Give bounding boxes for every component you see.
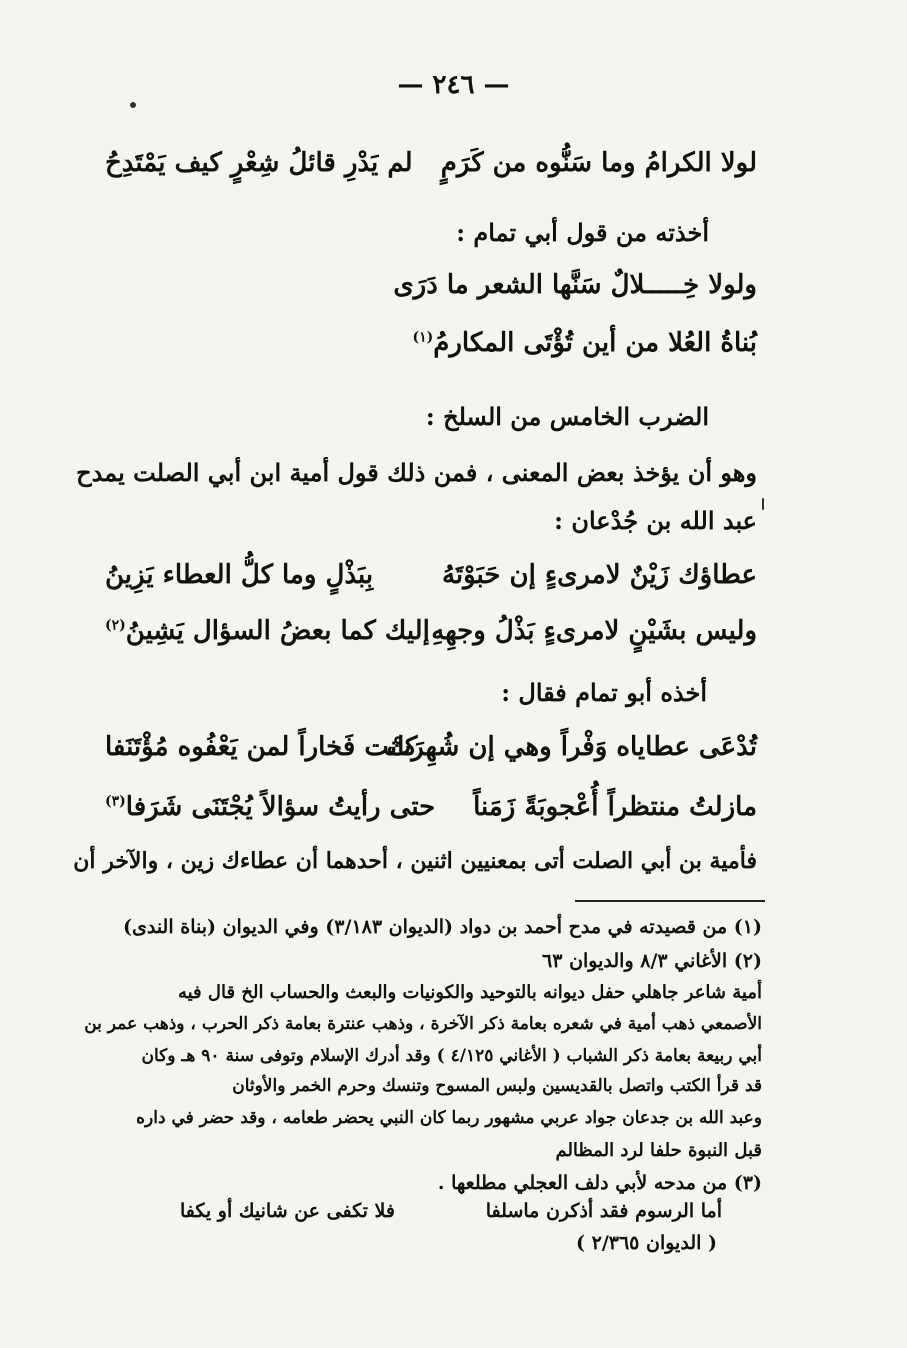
- footnote-2-line-e: وعبد الله بن جدعان جواد عربي مشهور ربما كان النبي يحضر طعامه ، وقد حضر في داره: [136, 1108, 762, 1128]
- intro-abu-tamam-2: أخذه أبو تمام فقال :: [501, 678, 707, 707]
- footnote-marker-2: (٢): [105, 617, 126, 634]
- footnote-1: (١) من قصيدته في مدح أحمد بن دواد (الديوان ٣/١٨٣) وفي الديوان (بناة الندى): [122, 916, 762, 938]
- ink-speck: [130, 102, 136, 108]
- verse-5-second-hemistich: كانت فَخاراً لمن يَعْفُوه مُؤْتَنَفا: [105, 732, 418, 762]
- verse-6-second-text: حتى رأيتُ سؤالاً يُجْتَنَى شَرَفا: [125, 792, 436, 822]
- verse-4-second-hemistich: [105, 616, 430, 646]
- prose-paragraph-1: وهو أن يؤخذ بعض المعنى ، فمن ذلك قول أمية ابن أبي الصلت يمدح: [76, 458, 757, 487]
- verse-4-first-hemistich: وليس بشَيْنٍ لامرىءٍ بَذْلُ وجهِهِ: [431, 616, 757, 646]
- footnote-2-line-f: قبل النبوة حلفا لرد المظالم: [555, 1140, 762, 1161]
- footnote-2-line-a: أمية شاعر جاهلي حفل ديوانه بالتوحيد والكونيات والبعث والحساب الخ قال فيه: [177, 982, 762, 1003]
- footnote-separator: [575, 900, 765, 902]
- footnote-marker-3: (٣): [105, 793, 126, 810]
- footnote-3: (٣) من مدحه لأبي دلف العجلي مطلعها .: [437, 1172, 762, 1194]
- verse-1-second-hemistich: لم يَدْرِ قائلُ شِعْرٍ كيف يَمْتَدِحُ: [105, 148, 413, 178]
- section-heading: الضرب الخامس من السلخ :: [425, 402, 709, 431]
- verse-2-second-hemistich: [412, 328, 757, 358]
- verse-6-second-hemistich: [105, 792, 435, 822]
- verse-6-first-hemistich: مازلتُ منتظراً أُعْجوبَةً زَمَناً: [473, 792, 757, 822]
- verse-1-first-hemistich: لولا الكرامُ وما سَنُّوه من كَرَمٍ: [440, 148, 757, 178]
- footnote-3-reference: ( الديوان ٢/٣٦٥ ): [576, 1232, 717, 1254]
- verse-3-first-hemistich: عطاؤك زَيْنٌ لامرىءٍ إن حَبَوْتَهُ: [441, 560, 757, 590]
- prose-paragraph-2: فأمية بن أبي الصلت أتى بمعنيين اثنين ، أحدهما أن عطاءك زين ، والآخر أن: [73, 848, 757, 874]
- footnote-2-line-b: الأصمعي ذهب أمية في شعره بعامة ذكر الآخرة ، وذهب عنترة بعامة ذكر الحرب ، وذهب عمر بن: [84, 1014, 762, 1034]
- verse-4-second-text: إليك كما بعضُ السؤال يَشِينُ: [125, 616, 430, 646]
- intro-abu-tamam: أخذته من قول أبي تمام :: [456, 218, 709, 247]
- footnote-2: (٢) الأغاني ٨/٣ والديوان ٦٣: [542, 950, 762, 972]
- verse-3-second-hemistich: بِبَذْلٍ وما كلُّ العطاء يَزِينُ: [105, 560, 374, 590]
- footnote-2-line-c: أبي ربيعة بعامة ذكر الشباب ( الأغاني ٤/١٢٥ ) وقد أدرك الإسلام وتوفى سنة ٩٠ هـ وكان: [141, 1046, 762, 1066]
- verse-5-first-hemistich: تُدْعَى عطاياه وَفْراً وهي إن شُهِرَتْ: [386, 732, 757, 762]
- footnote-marker-1: (١): [412, 329, 434, 346]
- verse-2-first-hemistich: ولولا خِـــــلالٌ سَنَّها الشعر ما دَرَى: [393, 270, 757, 300]
- ink-speck: [762, 498, 764, 510]
- verse-2-second-text: بُناةُ العُلا من أين تُؤْتَى المكارمُ: [433, 328, 757, 358]
- footnote-2-line-d: قد قرأ الكتب واتصل بالقديسين ولبس المسوح وتنسك وحرم الخمر والأوثان: [232, 1076, 762, 1096]
- prose-paragraph-1-cont: عبد الله بن جُدْعان :: [554, 506, 757, 535]
- footnote-3-verse-second: فلا تكفى عن شانيك أو يكفا: [180, 1200, 395, 1222]
- page-number: — ٢٤٦ —: [397, 70, 510, 100]
- footnote-3-verse-first: أما الرسوم فقد أذكرن ماسلفا: [485, 1200, 722, 1222]
